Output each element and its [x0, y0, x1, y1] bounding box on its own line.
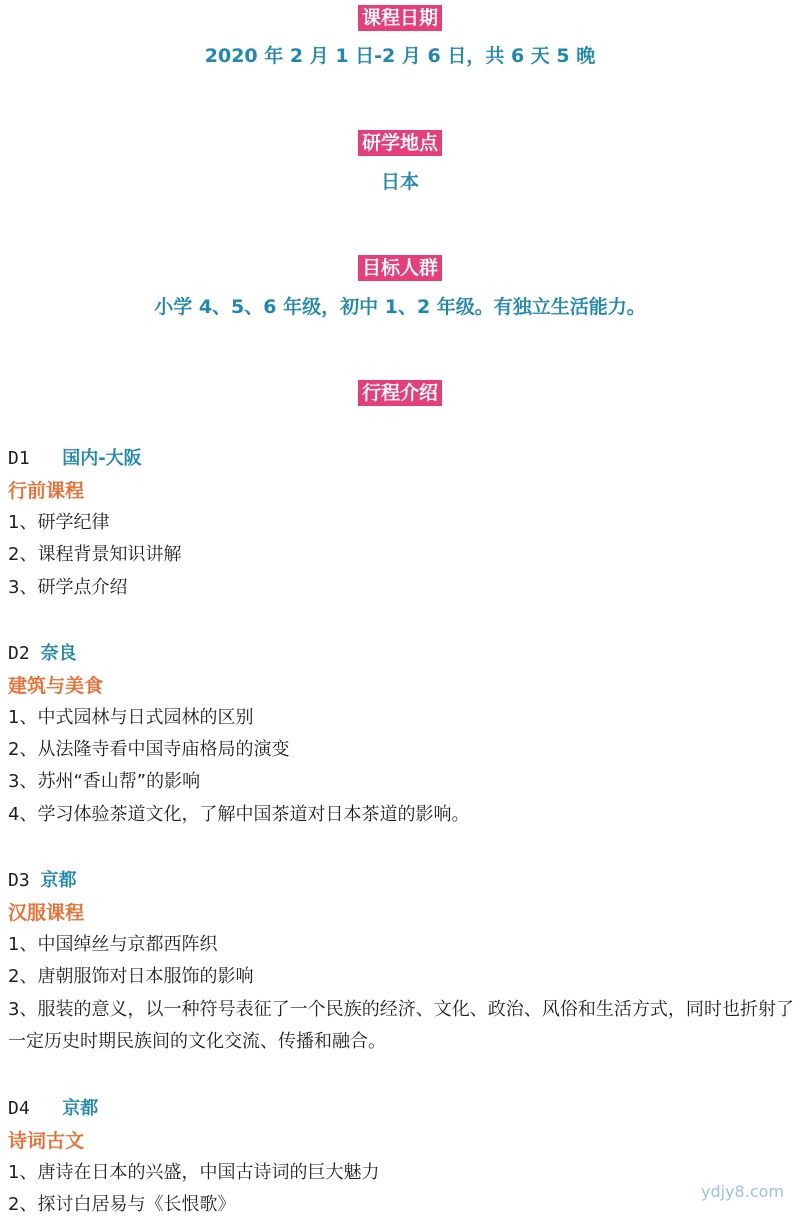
itinerary-label: 行程介绍 — [358, 380, 442, 406]
day-topic-d3: 汉服课程 — [8, 902, 85, 924]
list-item: 2、唐朝服饰对日本服饰的影响 — [8, 966, 254, 987]
list-item: 1、中式园林与日式园林的区别 — [8, 707, 254, 728]
day-place: 奈良 — [40, 643, 77, 664]
day-heading-d2 — [8, 642, 77, 666]
day-code: D3 — [8, 870, 30, 891]
course-date-label: 课程日期 — [358, 5, 442, 31]
day-code: D1 — [8, 448, 30, 469]
list-item: 2、从法隆寺看中国寺庙格局的演变 — [8, 739, 290, 760]
list-item: 4、学习体验茶道文化，了解中国茶道对日本茶道的影响。 — [8, 804, 470, 825]
list-item: 2、探讨白居易与《长恨歌》 — [8, 1194, 236, 1215]
day-topic-d4: 诗词古文 — [8, 1130, 85, 1152]
section-label-course-date — [0, 6, 800, 30]
day-place: 京都 — [62, 1098, 99, 1119]
section-label-itinerary — [0, 381, 800, 405]
course-date-value: 2020 年 2 月 1 日-2 月 6 日，共 6 天 5 晚 — [204, 45, 596, 67]
location-label: 研学地点 — [358, 130, 442, 156]
section-label-target-group — [0, 256, 800, 280]
target-group-value: 小学 4、5、6 年级，初中 1、2 年级。有独立生活能力。 — [154, 296, 646, 318]
list-item: 1、唐诗在日本的兴盛，中国古诗词的巨大魅力 — [8, 1162, 380, 1183]
day-code: D2 — [8, 643, 30, 664]
day-topic-d1: 行前课程 — [8, 480, 85, 502]
day-topic-d2: 建筑与美食 — [8, 675, 104, 697]
day-heading-d3 — [8, 869, 77, 893]
section-label-location — [0, 131, 800, 155]
list-item: 2、课程背景知识讲解 — [8, 544, 182, 565]
list-item: 3、研学点介绍 — [8, 577, 128, 598]
day-code: D4 — [8, 1098, 30, 1119]
list-item: 1、中国绰丝与京都西阵织 — [8, 934, 218, 955]
list-item: 3、苏州“香山帮”的影响 — [8, 771, 201, 792]
day-place: 国内-大阪 — [62, 448, 142, 469]
day-heading-d4 — [8, 1097, 98, 1121]
list-item: 3、服装的意义，以一种符号表征了一个民族的经济、文化、政治、风俗和生活方式，同时也折射了一定历史时期民族间的文化交流、传播和融合。 — [8, 999, 794, 1052]
location-value: 日本 — [380, 171, 419, 193]
watermark: ydjy8.com — [701, 1182, 784, 1201]
target-group-label: 目标人群 — [358, 255, 442, 281]
list-item: 1、研学纪律 — [8, 512, 110, 533]
day-place: 京都 — [40, 870, 77, 891]
day-heading-d1 — [8, 447, 142, 471]
